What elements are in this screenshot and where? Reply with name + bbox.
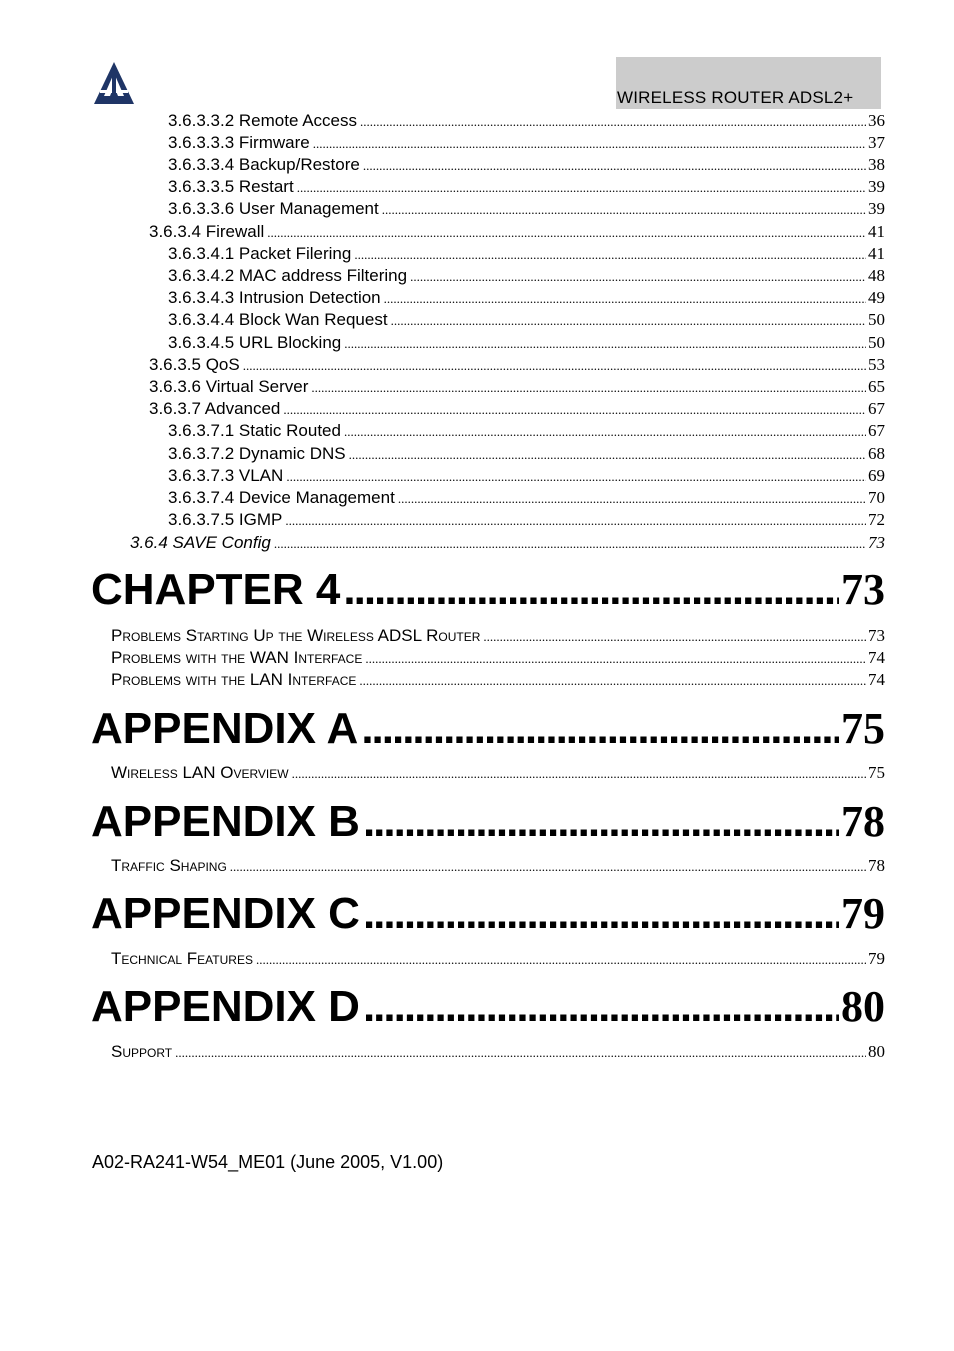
toc-chapter-title: CHAPTER 4 [91, 565, 341, 614]
toc-entry-title: 3.6.3.3.5 Restart [168, 177, 294, 196]
toc-entry-title: Problems with the WAN Interface [111, 648, 363, 667]
toc-entry-page: 78 [868, 856, 885, 875]
toc-chapter-title: APPENDIX C [91, 889, 360, 938]
toc-leader [292, 763, 866, 784]
toc-leader [349, 444, 866, 465]
toc-leader [283, 399, 866, 420]
toc-chapter[interactable] [91, 565, 885, 615]
toc-leader [243, 355, 866, 376]
toc-entry-page: 72 [868, 510, 885, 529]
toc-leader [382, 199, 866, 220]
toc-entry-title: 3.6.3.6 Virtual Server [149, 377, 309, 396]
toc-entry[interactable] [168, 332, 885, 354]
toc-entry-page: 70 [868, 488, 885, 507]
toc-entry[interactable] [168, 243, 885, 265]
toc-entry-title: Technical Features [111, 949, 253, 968]
toc-entry-page: 39 [868, 177, 885, 196]
toc-chapter-title: APPENDIX A [91, 704, 359, 753]
toc-entry-page: 50 [868, 310, 885, 329]
toc-leader [361, 704, 839, 754]
toc-chapter[interactable] [91, 704, 885, 754]
toc-entry-title: 3.6.3.3.3 Firmware [168, 133, 310, 152]
toc-leader [313, 133, 866, 154]
toc-entry-title: 3.6.3.4.2 MAC address Filtering [168, 266, 408, 285]
toc-entry-title: 3.6.3.7.2 Dynamic DNS [168, 444, 346, 463]
toc-leader [267, 222, 866, 243]
toc-entry-page: 73 [868, 533, 885, 552]
toc-entry-title: 3.6.3.3.4 Backup/Restore [168, 155, 360, 174]
toc-chapter-page: 80 [841, 982, 885, 1031]
toc-entry-page: 80 [868, 1042, 885, 1061]
toc-leader [363, 889, 839, 939]
toc-entry-title: 3.6.3.4.4 Block Wan Request [168, 310, 388, 329]
toc-leader [285, 510, 866, 531]
toc-entry-title: 3.6.3.4.5 URL Blocking [168, 333, 342, 352]
toc-leader [175, 1042, 866, 1063]
document-footer: A02-RA241-W54_ME01 (June 2005, V1.00) [92, 1152, 444, 1172]
toc-entry[interactable] [149, 221, 885, 243]
toc-entry-page: 69 [868, 466, 885, 485]
toc-entry-page: 48 [868, 266, 885, 285]
toc-entry-title: Traffic Shaping [111, 856, 227, 875]
toc-entry[interactable] [149, 398, 885, 420]
toc-entry-page: 73 [868, 626, 885, 645]
toc-entry[interactable] [111, 625, 885, 647]
toc-entry-title: 3.6.3.7.4 Device Management [168, 488, 395, 507]
toc-entry-page: 74 [868, 648, 885, 667]
toc-chapter-page: 79 [841, 889, 885, 938]
toc-leader [297, 177, 866, 198]
toc-chapter[interactable] [91, 982, 885, 1032]
toc-leader [483, 626, 866, 647]
toc-leader [256, 949, 866, 970]
toc-chapter-page: 78 [841, 797, 885, 846]
toc-leader [354, 244, 866, 265]
toc-leader [344, 421, 866, 442]
toc-entry[interactable] [168, 176, 885, 198]
toc-entry[interactable] [111, 762, 885, 784]
toc-leader [230, 856, 866, 877]
toc-entry-page: 67 [868, 421, 885, 440]
toc-leader [363, 982, 839, 1032]
toc-entry[interactable] [168, 132, 885, 154]
toc-entry[interactable] [168, 509, 885, 531]
toc-entry-page: 36 [868, 111, 885, 130]
toc-leader [343, 565, 839, 615]
toc-entry-page: 41 [868, 222, 885, 241]
toc-entry[interactable] [168, 443, 885, 465]
toc-leader [274, 533, 866, 554]
toc-leader [410, 266, 866, 287]
toc-entry-title: 3.6.3.4 Firewall [149, 222, 265, 241]
toc-entry[interactable] [111, 948, 885, 970]
toc-leader [398, 488, 866, 509]
toc-entry-page: 50 [868, 333, 885, 352]
toc-entry-page: 75 [868, 763, 885, 782]
toc-entry-title: 3.6.3.7.1 Static Routed [168, 421, 341, 440]
toc-entry[interactable] [168, 110, 885, 132]
toc-leader [344, 333, 866, 354]
toc-entry-title: 3.6.3.3.6 User Management [168, 199, 379, 218]
toc-leader [363, 797, 839, 847]
toc-entry-title: Problems with the LAN Interface [111, 670, 357, 689]
toc-leader [311, 377, 866, 398]
toc-leader [360, 111, 866, 132]
toc-entry[interactable] [111, 1041, 885, 1063]
toc-entry-page: 41 [868, 244, 885, 263]
toc-leader [286, 466, 866, 487]
toc-entry-page: 74 [868, 670, 885, 689]
toc-entry-title: 3.6.3.7.3 VLAN [168, 466, 284, 485]
toc-entry-page: 53 [868, 355, 885, 374]
toc-entry[interactable] [168, 154, 885, 176]
toc-chapter[interactable] [91, 889, 885, 939]
toc-chapter-title: APPENDIX D [91, 982, 360, 1031]
toc-entry-page: 67 [868, 399, 885, 418]
toc-entry-page: 38 [868, 155, 885, 174]
toc-entry-title: 3.6.3.7.5 IGMP [168, 510, 283, 529]
toc-entry-title: 3.6.3.3.2 Remote Access [168, 111, 357, 130]
toc-chapter-page: 73 [841, 565, 885, 614]
header-title: WIRELESS ROUTER ADSL2+ [617, 88, 854, 107]
toc-entry[interactable] [168, 309, 885, 331]
toc-leader [384, 288, 866, 309]
toc-entry-page: 37 [868, 133, 885, 152]
toc-entry-title: Problems Starting Up the Wireless ADSL Router [111, 626, 481, 645]
company-logo-icon [92, 60, 136, 106]
toc-entry-page: 49 [868, 288, 885, 307]
toc-entry[interactable] [168, 265, 885, 287]
toc-entry-page: 79 [868, 949, 885, 968]
toc-entry[interactable] [111, 855, 885, 877]
toc-chapter-page: 75 [841, 704, 885, 753]
toc-entry-title: 3.6.4 SAVE Config [130, 533, 271, 552]
toc-entry-page: 39 [868, 199, 885, 218]
toc-entry[interactable] [111, 669, 885, 691]
toc-leader [365, 648, 866, 669]
toc-entry-page: 65 [868, 377, 885, 396]
toc-entry[interactable] [130, 532, 885, 554]
toc-leader [391, 310, 866, 331]
toc-chapter[interactable] [91, 797, 885, 847]
toc-entry[interactable] [111, 647, 885, 669]
toc-chapter-title: APPENDIX B [91, 797, 360, 846]
toc-entry-title: 3.6.3.4.3 Intrusion Detection [168, 288, 381, 307]
toc-entry-title: 3.6.3.4.1 Packet Filering [168, 244, 352, 263]
toc-entry[interactable] [168, 198, 885, 220]
toc-leader [363, 155, 866, 176]
toc-entry[interactable] [149, 354, 885, 376]
toc-entry[interactable] [149, 376, 885, 398]
toc-entry-page: 68 [868, 444, 885, 463]
toc-entry[interactable] [168, 420, 885, 442]
toc-entry-title: Wireless LAN Overview [111, 763, 289, 782]
toc-entry[interactable] [168, 465, 885, 487]
toc-leader [359, 670, 866, 691]
toc-entry-title: Support [111, 1042, 173, 1061]
toc-entry-title: 3.6.3.5 QoS [149, 355, 240, 374]
toc-entry[interactable] [168, 487, 885, 509]
toc-entry-title: 3.6.3.7 Advanced [149, 399, 281, 418]
toc-entry[interactable] [168, 287, 885, 309]
